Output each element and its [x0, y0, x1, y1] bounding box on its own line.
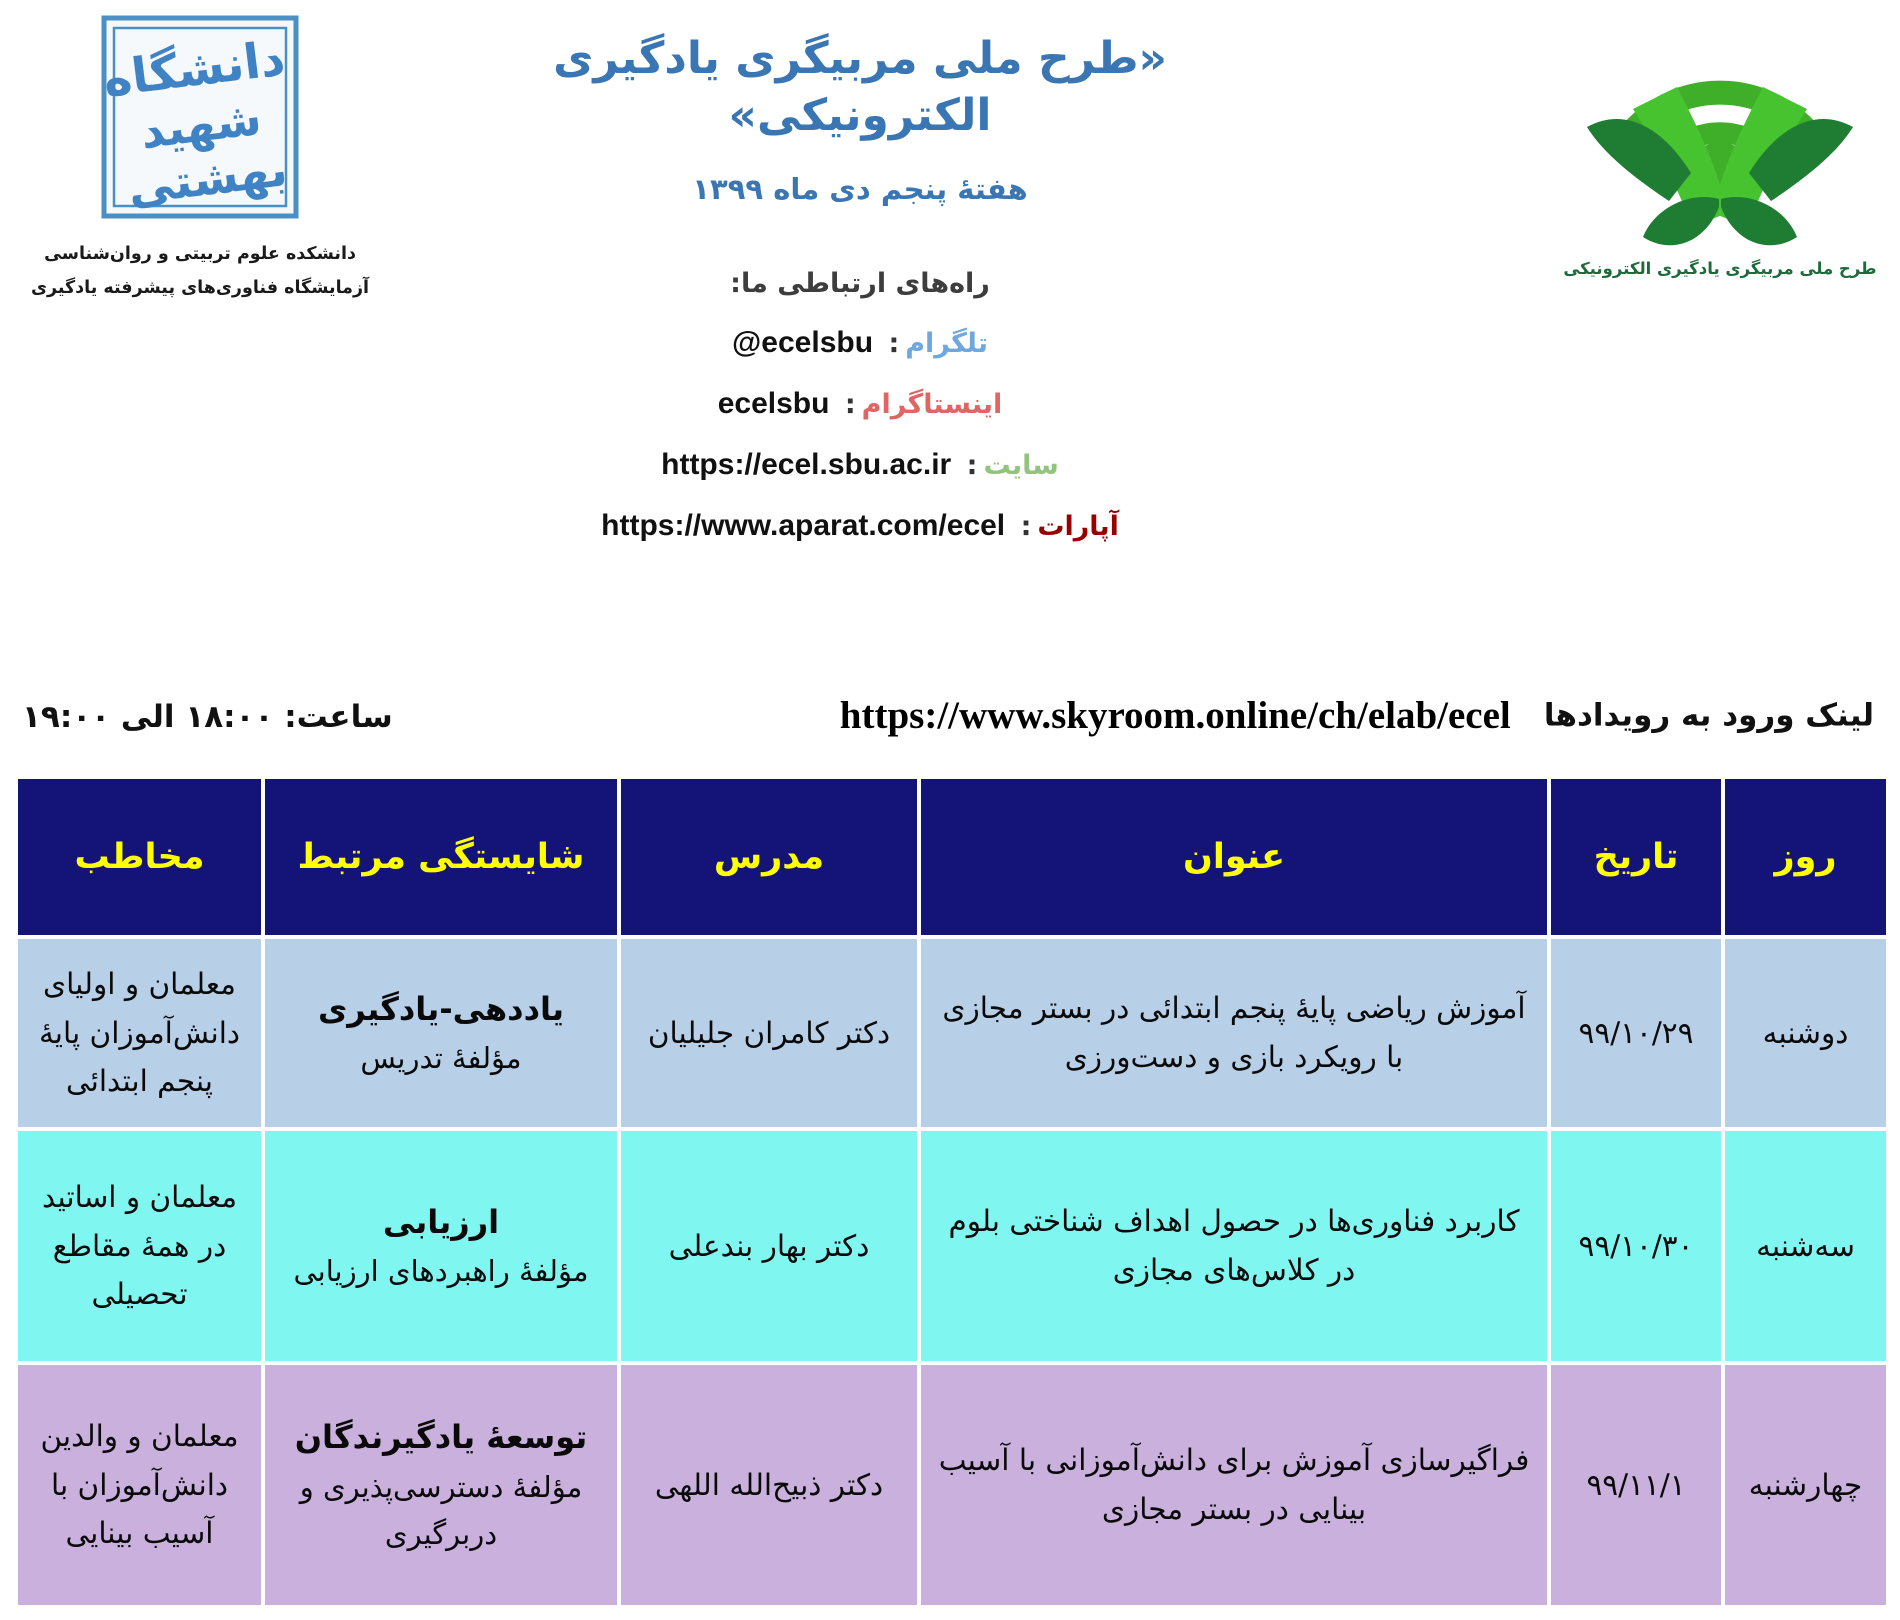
cell-instructor: دکتر ذبیح‌الله اللهی: [619, 1363, 919, 1607]
program-logo-caption: طرح ملی مربیگری یادگیری الکترونیکی: [1563, 259, 1877, 278]
col-header-competency: شایستگی مرتبط: [263, 777, 619, 937]
cell-day: سه‌شنبه: [1723, 1129, 1888, 1363]
lab-name: آزمایشگاه فناوری‌های پیشرفته یادگیری: [30, 278, 370, 298]
competency-main: ارزیابی: [382, 1202, 500, 1241]
cell-competency: [263, 937, 619, 1129]
colon: :: [888, 328, 900, 360]
cell-audience: معلمان و اولیای دانش‌آموزان پایۀ پنجم ابتدائی: [16, 937, 263, 1129]
table-row: [16, 937, 1888, 1129]
contact-instagram: [430, 387, 1290, 421]
cell-title: آموزش ریاضی پایۀ پنجم ابتدائی در بستر مجازی با رویکرد بازی و دست‌ورزی: [919, 937, 1549, 1129]
cell-competency: [263, 1129, 619, 1363]
cell-competency: [263, 1363, 619, 1607]
colon: :: [1020, 511, 1032, 543]
schedule-table: [14, 775, 1890, 1609]
ecel-program-logo: [1575, 15, 1865, 251]
aparat-label: آپارات: [1037, 511, 1119, 543]
sbu-logo-word-2: شهید: [137, 90, 265, 160]
instagram-handle: ecelsbu: [717, 387, 830, 421]
university-block: [25, 15, 375, 305]
competency-sub: مؤلفۀ تدریس: [360, 1041, 522, 1076]
cell-audience: معلمان و والدین دانش‌آموزان با آسیب بینایی: [16, 1363, 263, 1607]
session-time: ساعت: ۱۸:۰۰ الی ۱۹:۰۰: [22, 699, 393, 735]
competency-sub: مؤلفۀ دسترسی‌پذیری و دربرگیری: [299, 1469, 583, 1552]
site-label: سایت: [983, 450, 1059, 482]
telegram-handle: @ecelsbu: [732, 326, 874, 360]
page-subtitle: هفتۀ پنجم دی ماه ۱۳۹۹: [692, 172, 1028, 207]
col-header-instructor: مدرس: [619, 777, 919, 937]
col-header-day: روز: [1723, 777, 1888, 937]
contact-telegram: [430, 326, 1290, 360]
colon: :: [966, 450, 978, 482]
cell-audience: معلمان و اساتید در همۀ مقاطع تحصیلی: [16, 1129, 263, 1363]
cell-title: کاربرد فناوری‌ها در حصول اهداف شناختی بلوم در کلاس‌های مجازی: [919, 1129, 1549, 1363]
col-header-audience: مخاطب: [16, 777, 263, 937]
cell-date: ۹۹/۱۰/۳۰: [1549, 1129, 1723, 1363]
event-link-url: https://www.skyroom.online/ch/elab/ecel: [839, 694, 1511, 737]
cell-instructor: دکتر کامران جلیلیان: [619, 937, 919, 1129]
title-block: [430, 30, 1290, 543]
cell-title: فراگیرسازی آموزش برای دانش‌آموزانی با آسیب بینایی در بستر مجازی: [919, 1363, 1549, 1607]
sbu-logo-graphic: [101, 15, 299, 219]
col-header-date: تاریخ: [1549, 777, 1723, 937]
event-entry-link: [840, 693, 1874, 738]
competency-main: توسعۀ یادگیرندگان: [294, 1417, 588, 1456]
event-link-label: لینک ورود به رویدادها: [1543, 697, 1874, 734]
sbu-logo-word-1: دانشگاه: [101, 30, 289, 109]
contact-site: [430, 448, 1290, 482]
competency-main: یاددهی-یادگیری: [317, 989, 565, 1028]
sbu-university-logo: [100, 15, 300, 223]
cell-instructor: دکتر بهار بندعلی: [619, 1129, 919, 1363]
program-logo-block: [1555, 15, 1885, 278]
faculty-name: دانشکده علوم تربیتی و روان‌شناسی: [44, 244, 356, 264]
col-header-title: عنوان: [919, 777, 1549, 937]
table-row: [16, 1129, 1888, 1363]
cell-day: دوشنبه: [1723, 937, 1888, 1129]
sbu-logo-word-3: بهشتی: [124, 142, 291, 216]
contact-aparat: [430, 509, 1290, 543]
cell-day: چهارشنبه: [1723, 1363, 1888, 1607]
instagram-label: اینستاگرام: [861, 389, 1003, 421]
event-info-row: [0, 693, 1900, 763]
competency-sub: مؤلفۀ راهبردهای ارزیابی: [293, 1254, 589, 1289]
site-url: https://ecel.sbu.ac.ir: [661, 448, 952, 482]
cell-date: ۹۹/۱۰/۲۹: [1549, 937, 1723, 1129]
schedule-table-wrap: [14, 775, 1890, 1609]
table-row: [16, 1363, 1888, 1607]
contact-heading: راه‌های ارتباطی ما:: [730, 268, 990, 300]
cell-date: ۹۹/۱۱/۱: [1549, 1363, 1723, 1607]
page-title: «طرح ملی مربیگری یادگیری الکترونیکی»: [553, 33, 1167, 142]
table-header-row: [16, 777, 1888, 937]
colon: :: [844, 389, 856, 421]
aparat-url: https://www.aparat.com/ecel: [601, 509, 1006, 543]
telegram-label: تلگرام: [905, 328, 988, 360]
